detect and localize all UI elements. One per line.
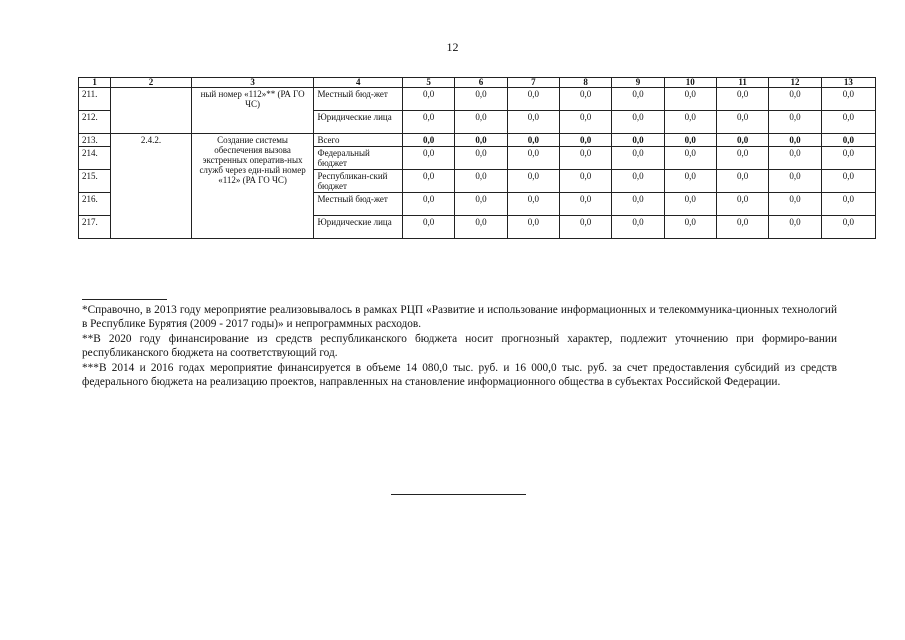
value-cell: 0,0 (403, 193, 455, 216)
end-divider (391, 494, 526, 495)
funding-source: Всего (314, 134, 403, 147)
value-cell: 0,0 (716, 111, 768, 134)
column-header: 12 (769, 78, 821, 88)
value-cell: 0,0 (664, 134, 716, 147)
value-cell: 0,0 (821, 193, 875, 216)
footnote: ***В 2014 и 2016 годах мероприятие финансируется в объеме 14 080,0 тыс. руб. и 16 000,0 тыс. руб. за счет предоставления субсидий из средств федерального бюджета на реализацию проектов, направленных на становление информационного общества в субъектах Российской Федерации. (82, 361, 837, 389)
funding-source: Местный бюд-жет (314, 88, 403, 111)
value-cell: 0,0 (664, 88, 716, 111)
value-cell: 0,0 (455, 134, 507, 147)
row-number: 212. (79, 111, 111, 134)
value-cell: 0,0 (612, 88, 664, 111)
value-cell: 0,0 (716, 88, 768, 111)
value-cell: 0,0 (716, 134, 768, 147)
funding-source: Республикан-ский бюджет (314, 170, 403, 193)
value-cell: 0,0 (507, 170, 559, 193)
value-cell: 0,0 (403, 216, 455, 239)
value-cell: 0,0 (507, 193, 559, 216)
value-cell: 0,0 (455, 216, 507, 239)
row-number: 213. (79, 134, 111, 147)
column-header: 8 (559, 78, 611, 88)
value-cell: 0,0 (821, 147, 875, 170)
value-cell: 0,0 (664, 111, 716, 134)
value-cell: 0,0 (821, 134, 875, 147)
value-cell: 0,0 (821, 88, 875, 111)
column-header: 7 (507, 78, 559, 88)
value-cell: 0,0 (507, 147, 559, 170)
value-cell: 0,0 (821, 170, 875, 193)
column-header: 2 (111, 78, 192, 88)
row-number: 215. (79, 170, 111, 193)
value-cell: 0,0 (769, 134, 821, 147)
value-cell: 0,0 (769, 170, 821, 193)
funding-source: Юридические лица (314, 216, 403, 239)
value-cell: 0,0 (769, 216, 821, 239)
value-cell: 0,0 (559, 147, 611, 170)
column-header: 4 (314, 78, 403, 88)
value-cell: 0,0 (403, 111, 455, 134)
column-header: 5 (403, 78, 455, 88)
funding-source: Местный бюд-жет (314, 193, 403, 216)
value-cell: 0,0 (769, 193, 821, 216)
column-header: 3 (191, 78, 314, 88)
value-cell: 0,0 (821, 216, 875, 239)
column-header: 10 (664, 78, 716, 88)
value-cell: 0,0 (403, 147, 455, 170)
value-cell: 0,0 (716, 216, 768, 239)
column-header: 9 (612, 78, 664, 88)
value-cell: 0,0 (612, 134, 664, 147)
value-cell: 0,0 (559, 111, 611, 134)
value-cell: 0,0 (769, 147, 821, 170)
value-cell: 0,0 (559, 88, 611, 111)
measure-name: Создание системы обеспечения вызова экстренных оператив-ных служб через еди-ный номер «112» (РА ГО ЧС) (191, 134, 314, 239)
value-cell: 0,0 (612, 193, 664, 216)
column-header: 6 (455, 78, 507, 88)
value-cell: 0,0 (559, 193, 611, 216)
value-cell: 0,0 (821, 111, 875, 134)
value-cell: 0,0 (403, 170, 455, 193)
value-cell: 0,0 (559, 216, 611, 239)
value-cell: 0,0 (716, 147, 768, 170)
value-cell: 0,0 (612, 147, 664, 170)
measure-name: ный номер «112»** (РА ГО ЧС) (191, 88, 314, 134)
value-cell: 0,0 (455, 193, 507, 216)
row-number: 214. (79, 147, 111, 170)
value-cell: 0,0 (507, 88, 559, 111)
column-header: 11 (716, 78, 768, 88)
value-cell: 0,0 (664, 170, 716, 193)
value-cell: 0,0 (455, 88, 507, 111)
value-cell: 0,0 (716, 170, 768, 193)
row-code: 2.4.2. (111, 134, 192, 239)
value-cell: 0,0 (612, 170, 664, 193)
value-cell: 0,0 (455, 147, 507, 170)
row-number: 217. (79, 216, 111, 239)
value-cell: 0,0 (612, 216, 664, 239)
value-cell: 0,0 (403, 134, 455, 147)
value-cell: 0,0 (612, 111, 664, 134)
value-cell: 0,0 (769, 111, 821, 134)
column-header: 13 (821, 78, 875, 88)
row-code (111, 88, 192, 134)
footnote: **В 2020 году финансирование из средств республиканского бюджета носит прогнозный характер, подлежит уточнению при формиро-вании республиканского бюджета на соответствующий год. (82, 332, 837, 360)
value-cell: 0,0 (559, 170, 611, 193)
value-cell: 0,0 (664, 193, 716, 216)
value-cell: 0,0 (769, 88, 821, 111)
footnote-divider (82, 299, 167, 300)
value-cell: 0,0 (403, 88, 455, 111)
footnotes (82, 303, 837, 389)
value-cell: 0,0 (664, 216, 716, 239)
row-number: 216. (79, 193, 111, 216)
value-cell: 0,0 (455, 170, 507, 193)
footnote: *Справочно, в 2013 году мероприятие реализовывалось в рамках РЦП «Развитие и использование информационных и телекоммуника-ционных технологий в Республике Бурятия (2009 - 2017 годы)» и непрограммных расходов. (82, 304, 837, 331)
page-number: 12 (446, 40, 459, 54)
value-cell: 0,0 (559, 134, 611, 147)
funding-source: Федеральный бюджет (314, 147, 403, 170)
value-cell: 0,0 (507, 216, 559, 239)
column-header: 1 (79, 78, 111, 88)
value-cell: 0,0 (507, 134, 559, 147)
table-header-row (79, 78, 876, 88)
budget-table (78, 77, 876, 239)
table-row (79, 134, 876, 147)
row-number: 211. (79, 88, 111, 111)
value-cell: 0,0 (507, 111, 559, 134)
value-cell: 0,0 (664, 147, 716, 170)
funding-source: Юридические лица (314, 111, 403, 134)
value-cell: 0,0 (455, 111, 507, 134)
value-cell: 0,0 (716, 193, 768, 216)
table-row (79, 88, 876, 111)
